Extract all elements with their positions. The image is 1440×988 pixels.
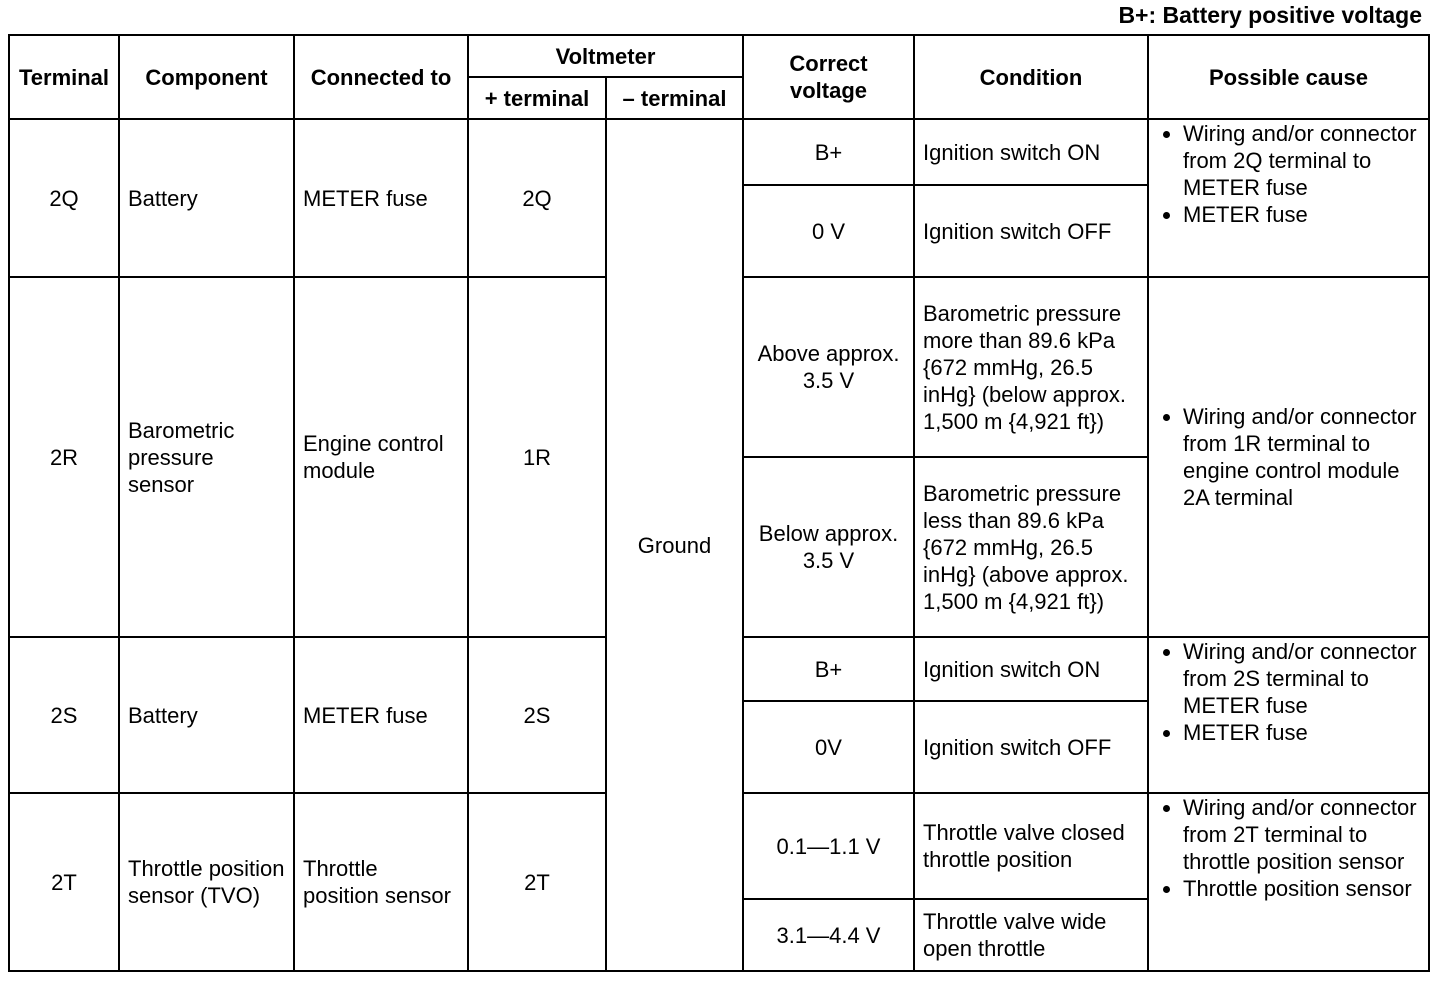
component-cell: Throttle position sensor (TVO) [119, 793, 294, 971]
connected-to-cell: Throttle position sensor [294, 793, 468, 971]
condition-cell: Ignition switch OFF [914, 701, 1148, 793]
cause-item: • Wiring and/or connector from 2S terminal to METER fuse [1183, 638, 1420, 719]
terminal-cell: 2S [9, 637, 119, 793]
voltage-cell: B+ [743, 119, 914, 185]
terminal-cell: 2R [9, 277, 119, 637]
header-correct-voltage: Correct voltage [743, 35, 914, 119]
voltage-cell: Below approx. 3.5 V [743, 457, 914, 637]
possible-cause-cell [1148, 793, 1429, 971]
header-possible-cause: Possible cause [1148, 35, 1429, 119]
plus-terminal-cell: 1R [468, 277, 606, 637]
voltage-cell: 0V [743, 701, 914, 793]
header-terminal: Terminal [9, 35, 119, 119]
cause-item: • Throttle position sensor [1183, 875, 1420, 902]
voltage-cell: Above approx. 3.5 V [743, 277, 914, 457]
possible-cause-cell [1148, 277, 1429, 637]
battery-voltage-note: B+: Battery positive voltage [1118, 2, 1422, 28]
terminal-cell: 2Q [9, 119, 119, 277]
condition-cell: Throttle valve closed throttle position [914, 793, 1148, 899]
voltage-cell: 0 V [743, 185, 914, 277]
plus-terminal-cell: 2S [468, 637, 606, 793]
possible-cause-cell [1148, 119, 1429, 277]
component-cell: Battery [119, 637, 294, 793]
header-minus-terminal: – terminal [606, 77, 743, 119]
header-voltmeter: Voltmeter [468, 35, 743, 77]
inspection-table [8, 34, 1430, 972]
component-cell: Barometric pressure sensor [119, 277, 294, 637]
plus-terminal-cell: 2Q [468, 119, 606, 277]
condition-cell: Ignition switch ON [914, 637, 1148, 701]
cause-item: • METER fuse [1183, 719, 1420, 746]
header-component: Component [119, 35, 294, 119]
condition-cell: Ignition switch OFF [914, 185, 1148, 277]
component-cell: Battery [119, 119, 294, 277]
header-plus-terminal: + terminal [468, 77, 606, 119]
condition-cell: Barometric pressure more than 89.6 kPa {672 mmHg, 26.5 inHg} (below approx. 1,500 m {4,921 ft}) [914, 277, 1148, 457]
cause-item: • Wiring and/or connector from 2Q terminal to METER fuse [1183, 120, 1420, 201]
cause-item: • METER fuse [1183, 201, 1420, 228]
connected-to-cell: METER fuse [294, 637, 468, 793]
terminal-cell: 2T [9, 793, 119, 971]
condition-cell: Throttle valve wide open throttle [914, 899, 1148, 971]
cause-item: • Wiring and/or connector from 1R terminal to engine control module 2A terminal [1183, 403, 1420, 511]
possible-cause-cell [1148, 637, 1429, 793]
connected-to-cell: Engine control module [294, 277, 468, 637]
header-connected-to: Connected to [294, 35, 468, 119]
table-row [9, 119, 1429, 185]
plus-terminal-cell: 2T [468, 793, 606, 971]
header-condition: Condition [914, 35, 1148, 119]
cause-item: • Wiring and/or connector from 2T terminal to throttle position sensor [1183, 794, 1420, 875]
voltage-cell: B+ [743, 637, 914, 701]
voltage-cell: 0.1—1.1 V [743, 793, 914, 899]
voltage-cell: 3.1—4.4 V [743, 899, 914, 971]
minus-terminal-ground: Ground [606, 119, 743, 971]
connected-to-cell: METER fuse [294, 119, 468, 277]
condition-cell: Barometric pressure less than 89.6 kPa {672 mmHg, 26.5 inHg} (above approx. 1,500 m {4,921 ft}) [914, 457, 1148, 637]
condition-cell: Ignition switch ON [914, 119, 1148, 185]
